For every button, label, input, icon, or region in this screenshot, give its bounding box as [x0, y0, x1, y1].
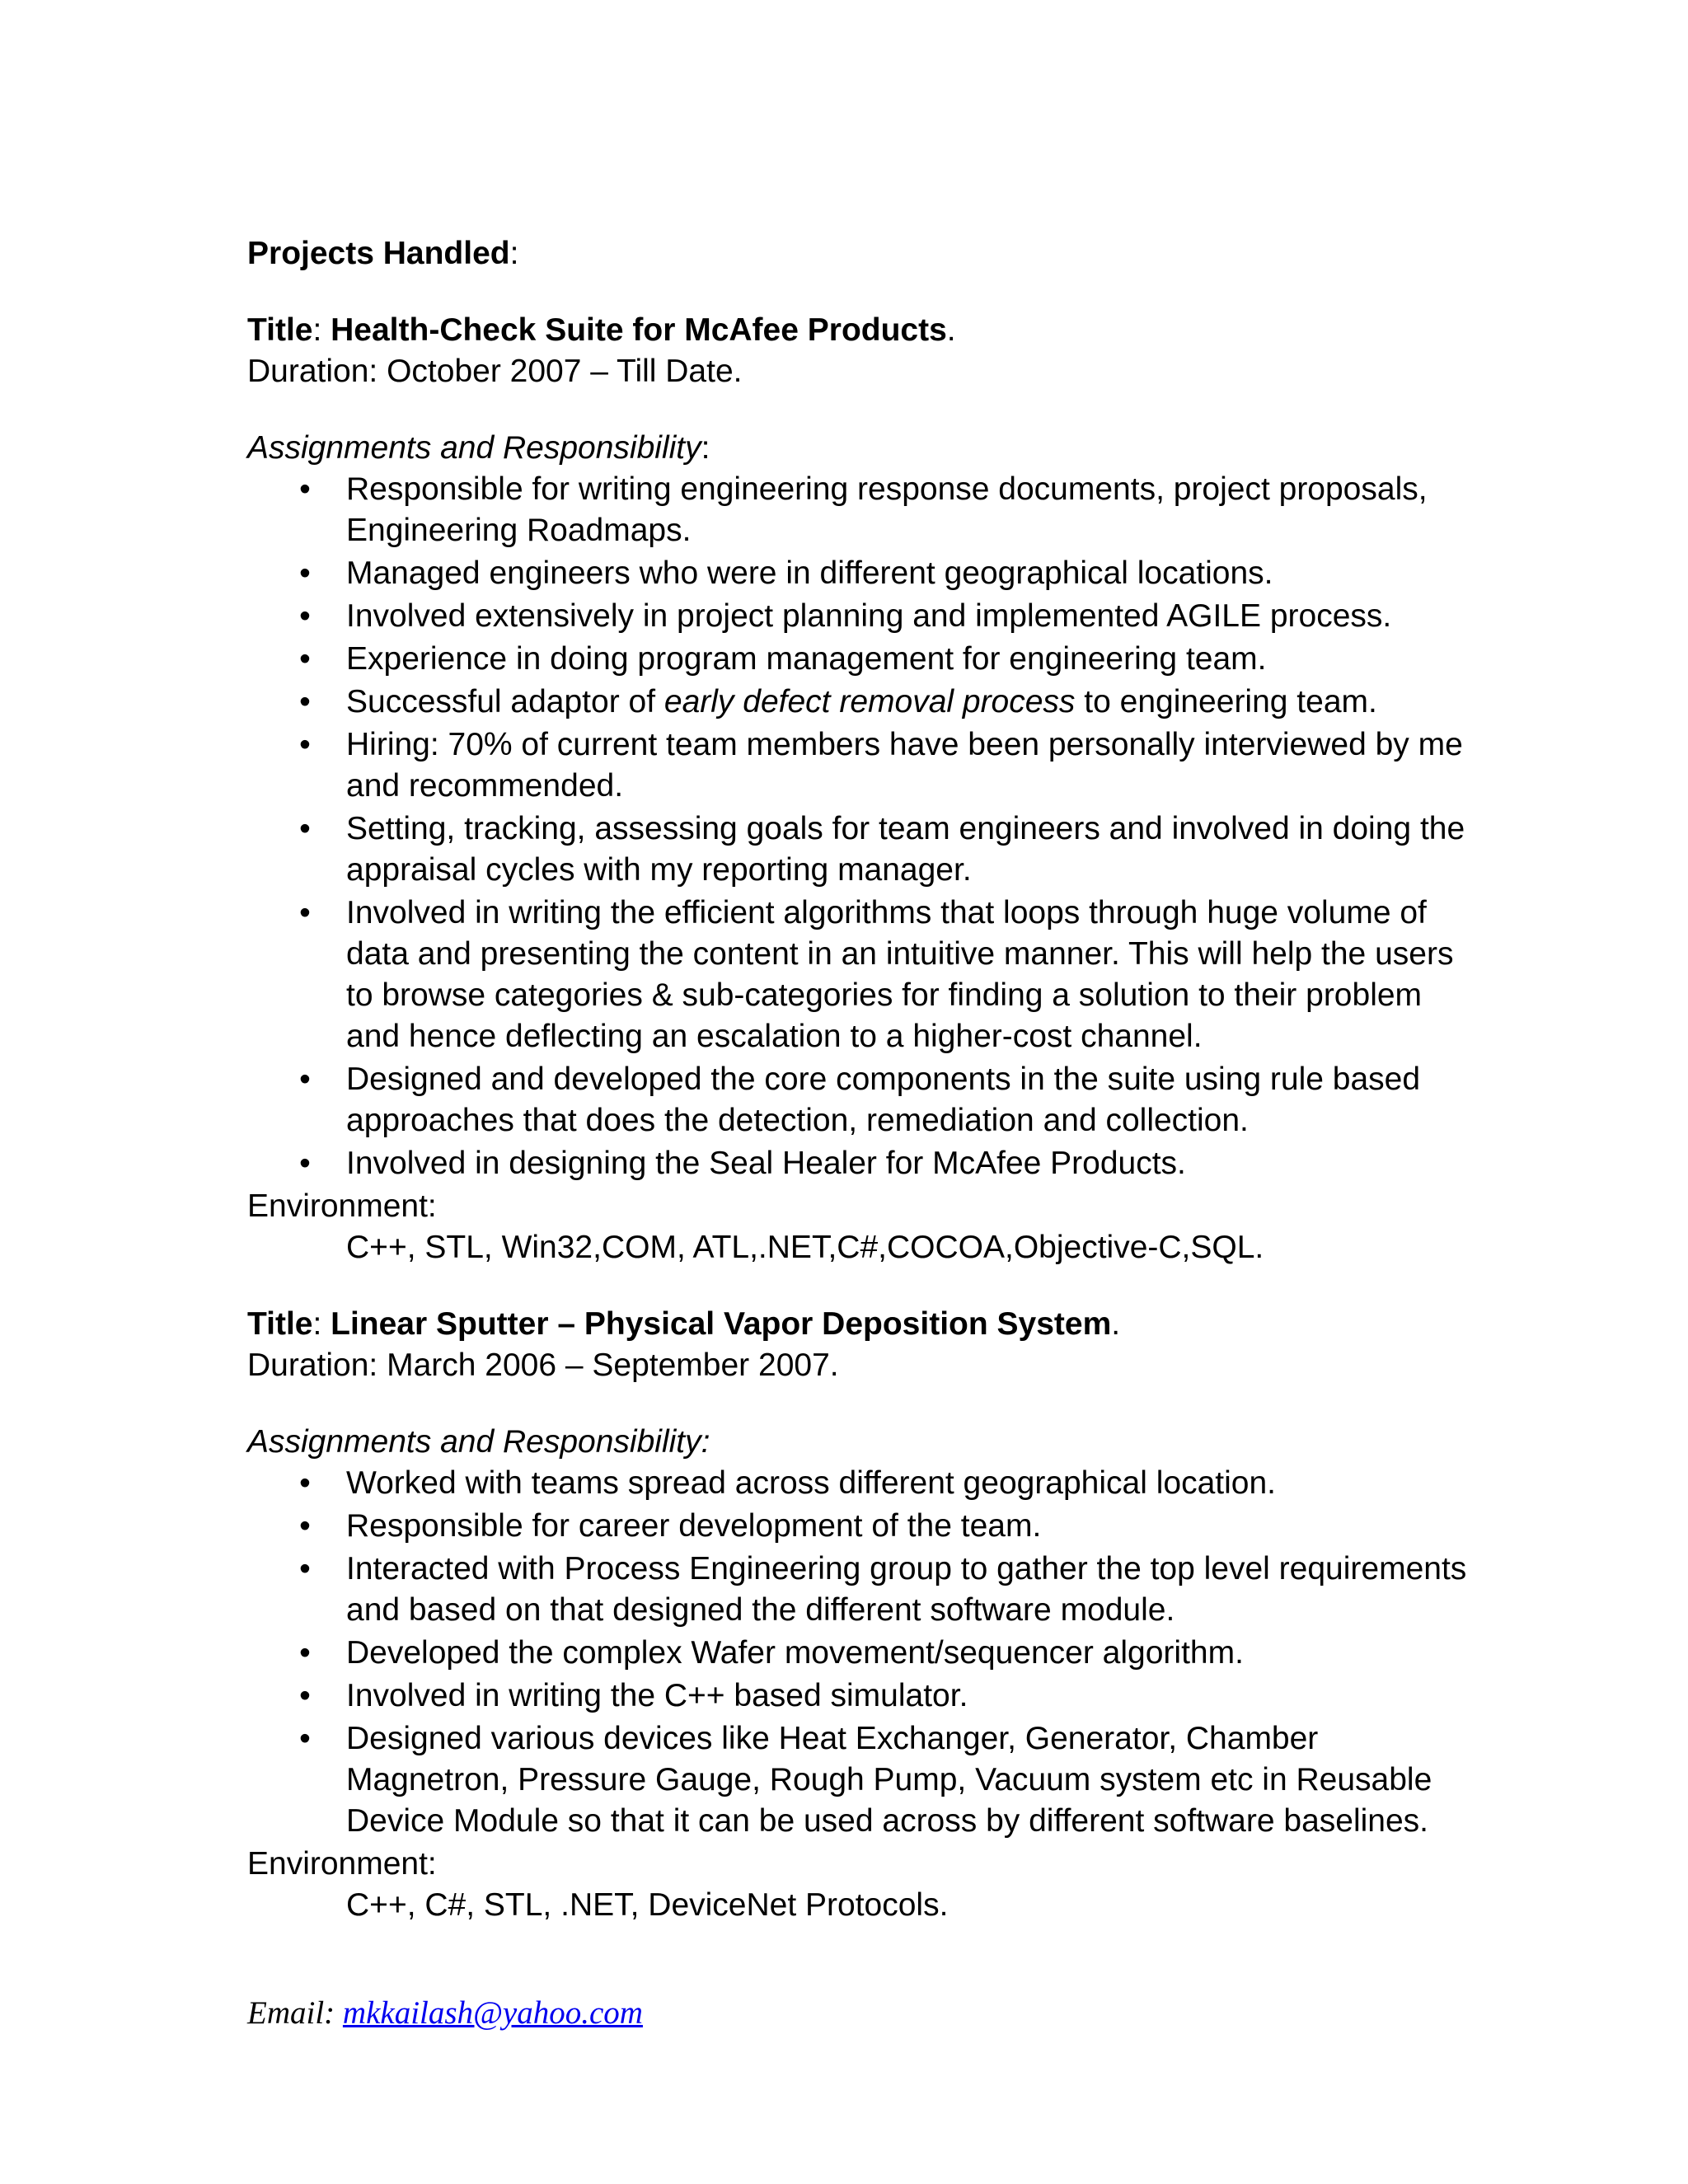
document-body: [247, 233, 1484, 1926]
list-item-text: Responsible for writing engineering response documents, project proposals, Engineering Roadmaps.: [346, 471, 1428, 548]
title-label: Title: [247, 312, 313, 348]
list-item: [247, 553, 1484, 594]
list-item-text: Involved in designing the Seal Healer for McAfee Products.: [346, 1146, 1186, 1181]
list-item-text: Involved in writing the efficient algorithms that loops through huge volume of data and presenting the content in an intuitive manner. This will help the users to browse categories & sub-categories for finding a solution to their problem and hence deflecting an escalation to a higher-cost channel.: [346, 895, 1454, 1054]
assignments-heading: [247, 428, 1484, 469]
bullet-icon: •: [299, 471, 311, 507]
bullet-icon: •: [299, 811, 311, 846]
list-item: [247, 1549, 1484, 1631]
list-item-text-post: to engineering team.: [1075, 684, 1377, 719]
section-heading: [247, 233, 1484, 274]
environment-label: Environment:: [247, 1846, 437, 1882]
section-heading-label: Projects Handled: [247, 236, 510, 271]
project-duration: Duration: October 2007 – Till Date.: [247, 354, 743, 389]
title-label: Title: [247, 1306, 313, 1342]
list-item-text-pre: Successful adaptor of: [346, 684, 664, 719]
bullet-icon: •: [299, 895, 311, 930]
list-item: [247, 1718, 1484, 1842]
list-item: [247, 639, 1484, 680]
list-item-text: Experience in doing program management for engineering team.: [346, 641, 1267, 677]
list-item: [247, 724, 1484, 807]
list-item-text: Developed the complex Wafer movement/sequencer algorithm.: [346, 1635, 1244, 1671]
list-item: [247, 469, 1484, 551]
email-link[interactable]: mkkailash@yahoo.com: [342, 1995, 643, 2031]
list-item-text: Setting, tracking, assessing goals for team engineers and involved in doing the appraisal cycles with my reporting manager.: [346, 811, 1465, 888]
project-title-line: [247, 310, 1484, 351]
list-item-text: Interacted with Process Engineering group to gather the top level requirements and based on that designed the different software module.: [346, 1551, 1467, 1628]
list-item-text: Worked with teams spread across different geographical location.: [346, 1465, 1276, 1501]
assignments-colon: :: [701, 430, 710, 466]
section-heading-colon: :: [509, 236, 519, 271]
project-duration: Duration: March 2006 – September 2007.: [247, 1347, 839, 1383]
list-item: [247, 1143, 1484, 1184]
bullet-icon: •: [299, 727, 311, 762]
list-item: [247, 1463, 1484, 1504]
footer-email: [247, 1993, 643, 2034]
project-block-2: [247, 1304, 1484, 1926]
bullet-icon: •: [299, 1146, 311, 1181]
assignments-heading: [247, 1422, 1484, 1463]
bullet-icon: •: [299, 1062, 311, 1097]
bullet-icon: •: [299, 598, 311, 634]
bullet-icon: •: [299, 684, 311, 719]
responsibility-list: [247, 469, 1484, 1184]
list-item-text: Managed engineers who were in different geographical locations.: [346, 555, 1273, 591]
assignments-label: Assignments and Responsibility: [247, 430, 701, 466]
title-period: .: [946, 312, 956, 348]
title-period: .: [1111, 1306, 1121, 1342]
list-item-text: Involved extensively in project planning and implemented AGILE process.: [346, 598, 1392, 634]
bullet-icon: •: [299, 1551, 311, 1586]
bullet-icon: •: [299, 555, 311, 591]
bullet-icon: •: [299, 1721, 311, 1756]
title-separator: :: [312, 312, 331, 348]
bullet-icon: •: [299, 1508, 311, 1544]
project-block-1: [247, 310, 1484, 1268]
project-title: Health-Check Suite for McAfee Products: [331, 312, 947, 348]
bullet-icon: •: [299, 1465, 311, 1501]
environment-value: C++, STL, Win32,COM, ATL,.NET,C#,COCOA,Objective-C,SQL.: [346, 1230, 1264, 1265]
project-title-line: [247, 1304, 1484, 1345]
assignments-label: Assignments and Responsibility:: [247, 1424, 710, 1460]
list-item-text: Hiring: 70% of current team members have been personally interviewed by me and recommended.: [346, 727, 1463, 804]
bullet-icon: •: [299, 1678, 311, 1713]
title-separator: :: [312, 1306, 331, 1342]
list-item: [247, 596, 1484, 637]
email-label: Email:: [247, 1995, 343, 2031]
environment-value: C++, C#, STL, .NET, DeviceNet Protocols.: [346, 1887, 949, 1923]
bullet-icon: •: [299, 1635, 311, 1671]
list-item: [247, 1675, 1484, 1717]
list-item: [247, 1506, 1484, 1547]
list-item: [247, 682, 1484, 723]
list-item: [247, 808, 1484, 891]
list-item: [247, 1633, 1484, 1674]
environment-label: Environment:: [247, 1188, 437, 1224]
list-item-text: Involved in writing the C++ based simulator.: [346, 1678, 968, 1713]
list-item-text-emphasis: early defect removal process: [663, 684, 1076, 719]
list-item: [247, 893, 1484, 1057]
list-item-text: Responsible for career development of the team.: [346, 1508, 1042, 1544]
list-item: [247, 1059, 1484, 1141]
bullet-icon: •: [299, 641, 311, 677]
list-item-text: Designed and developed the core components in the suite using rule based approaches that does the detection, remediation and collection.: [346, 1062, 1421, 1138]
project-title: Linear Sputter – Physical Vapor Deposition System: [331, 1306, 1112, 1342]
list-item-text: Designed various devices like Heat Exchanger, Generator, Chamber Magnetron, Pressure Gauge, Rough Pump, Vacuum system etc in Reusable Device Module so that it can be used across by different software baselines.: [346, 1721, 1432, 1839]
responsibility-list: [247, 1463, 1484, 1842]
